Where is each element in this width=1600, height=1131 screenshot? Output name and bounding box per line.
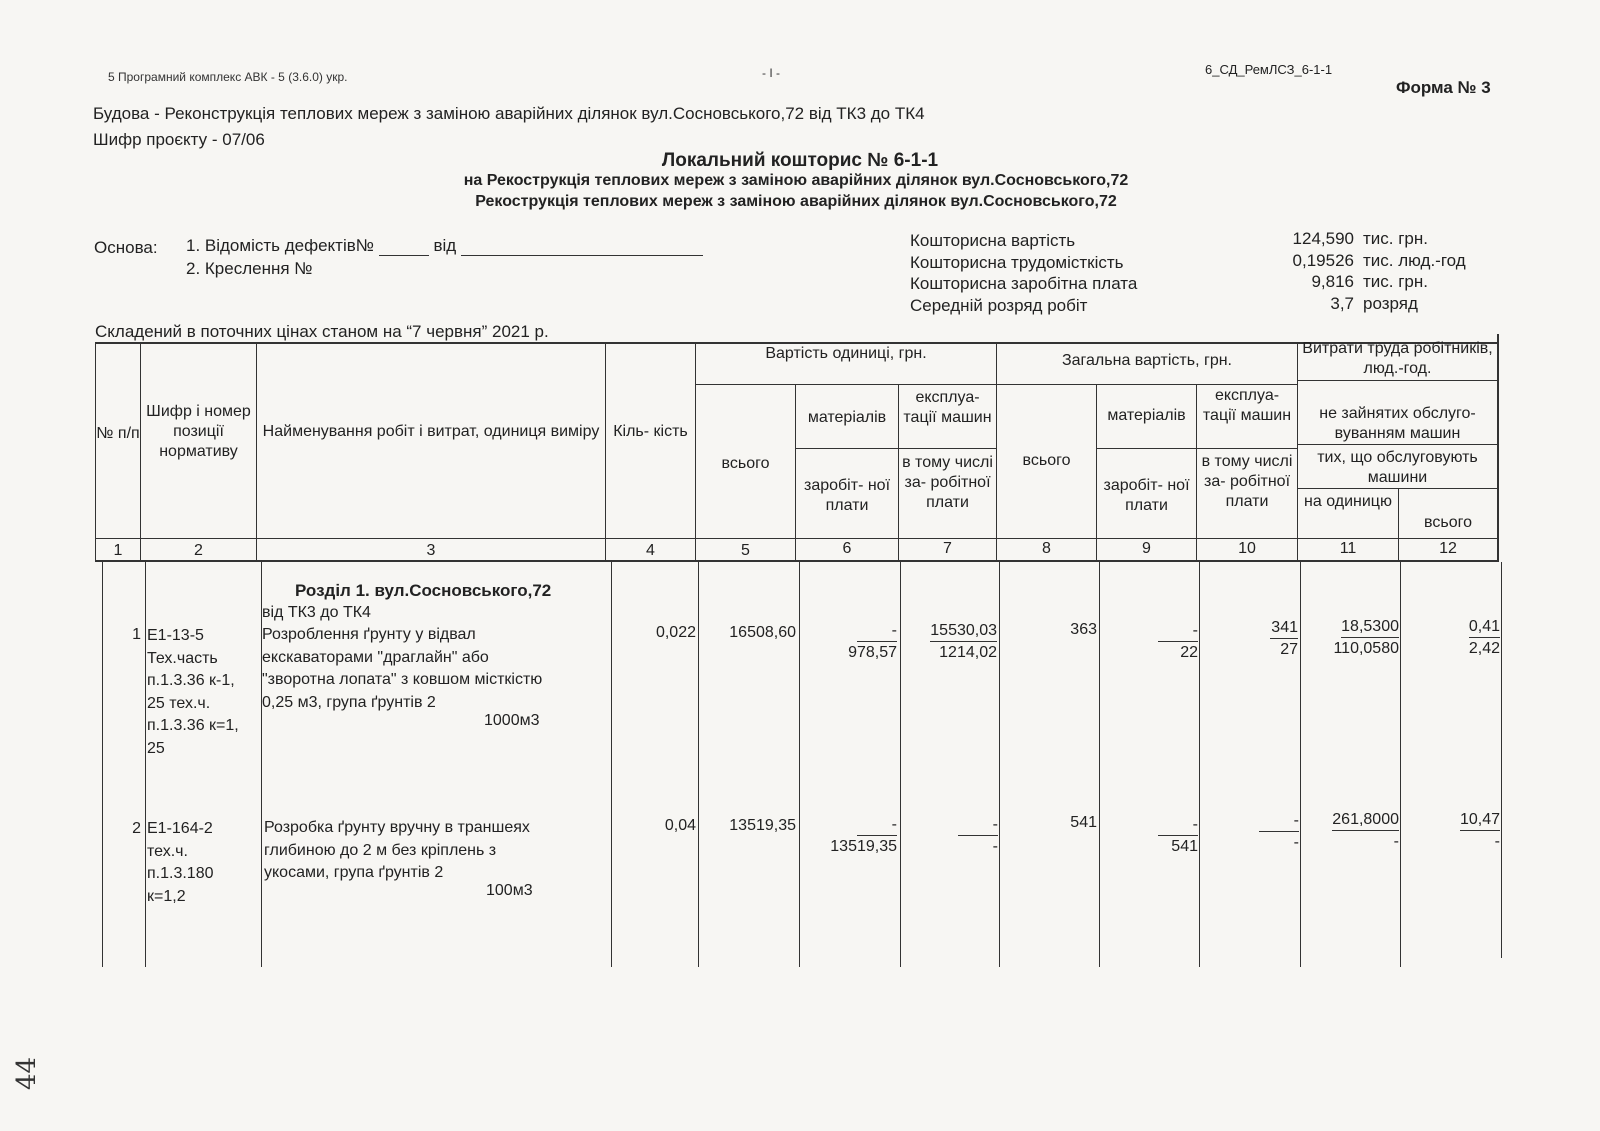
summary-value: 3,7 [1330, 293, 1354, 313]
header-labor: Витрати труда робітників, люд.-год. [1302, 340, 1493, 377]
header-name: Найменування робіт і витрат, одиниця виміру [262, 423, 600, 440]
row-unit-all: 13519,35 [729, 817, 796, 834]
form-number: Форма № 3 [1396, 78, 1491, 97]
column-number: 2 [194, 542, 203, 559]
column-number: 3 [426, 542, 436, 559]
basis-defects [186, 236, 703, 256]
row-unit: 1000м3 [484, 712, 540, 729]
document-code: 6_СД_РемЛСЗ_6-1-1 [1205, 62, 1333, 77]
row-unit-mat-value: - [857, 620, 897, 642]
column-number: 8 [1042, 540, 1051, 557]
summary-value: 9,816 [1311, 272, 1354, 291]
row-code-line: Тех.часть [147, 649, 218, 667]
row-name-line: "зворотна лопата" з ковшом місткістю [262, 671, 543, 688]
row-unit: 100м3 [486, 882, 533, 899]
header-qty: Кіль- кість [613, 423, 688, 440]
row-labor-total2-value: - [1494, 833, 1500, 850]
row-unit-mach-value: 15530,03 [930, 620, 997, 642]
page-number: - I - [762, 66, 780, 80]
summary-label: Кошторисна трудомісткість [910, 252, 1124, 272]
section-title: Розділ 1. вул.Сосновського,72 [295, 581, 552, 600]
row-unit-all: 16508,60 [729, 624, 796, 641]
row-code-line: п.1.3.180 [147, 865, 214, 882]
basis-label: Основа: [94, 238, 158, 257]
basis-drawing: 2. Креслення № [186, 259, 313, 278]
header-num: № п/п [96, 425, 140, 442]
row-code [147, 625, 239, 760]
project-code: Шифр проєкту - 07/06 [93, 130, 265, 149]
summary-values [1240, 228, 1354, 314]
row-total-materials [1100, 620, 1198, 663]
row-unit-materials [800, 814, 897, 857]
row-labor-unit-value: 261,8000 [1332, 809, 1399, 831]
row-total-machines [1200, 617, 1298, 660]
column-number: 10 [1238, 540, 1256, 557]
row-labor-total [1401, 809, 1500, 852]
row-unit-mach-value: - [958, 814, 998, 836]
header-unit-all: всього [721, 455, 770, 472]
summary-value: 0,19526 [1292, 250, 1354, 270]
header-unit-cost: Вартість одиниці, грн. [765, 345, 927, 362]
header-labor-total: всього [1424, 514, 1472, 531]
building-title: Будова - Реконструкція теплових мереж з заміною аварійних ділянок вул.Сосновського,72 від ТК3 до ТК4 [93, 104, 925, 123]
row-name-line: 0,25 м3, група ґрунтів 2 [262, 693, 436, 711]
estimate-subtitle-1: на Рекострукція теплових мереж з заміною аварійних ділянок вул.Сосновського,72 [463, 172, 1129, 189]
row-unit-wage-value: 978,57 [848, 644, 897, 661]
defects-number-field [379, 255, 429, 256]
row-name-line: укосами, група ґрунтів 2 [264, 864, 444, 881]
row-unit-materials [800, 620, 897, 663]
row-total-mach-wage-value: 27 [1280, 641, 1298, 658]
row-code-line: 25 [147, 739, 165, 757]
column-number: 12 [1439, 540, 1457, 557]
header-total-all: всього [1022, 452, 1071, 469]
header-total-materials: матеріалів [1107, 407, 1186, 424]
row-total-mat-value: - [1158, 814, 1198, 836]
row-code-line: п.1.3.36 к=1, [147, 717, 239, 734]
row-labor-total-value: 0,41 [1469, 616, 1500, 638]
row-total-wage-value: 22 [1180, 644, 1198, 661]
summary-value: 124,590 [1292, 229, 1354, 248]
row-unit-wage-value: 13519,35 [830, 838, 897, 855]
summary-label: Кошторисна заробітна плата [910, 274, 1138, 293]
row-qty: 0,022 [655, 624, 696, 641]
row-total-materials [1100, 814, 1198, 857]
section-subtitle: від ТК3 до ТК4 [262, 604, 371, 621]
column-number: 11 [1339, 540, 1357, 557]
row-number: 2 [132, 820, 141, 837]
row-name-line: Розробка ґрунту вручну в траншеях [264, 819, 530, 836]
row-labor-unit2-value: - [1393, 833, 1399, 850]
header-code: Шифр і номер позиції нормативу [146, 403, 251, 460]
row-unit-mach-wage-value: 1214,02 [939, 644, 997, 661]
row-total-wage-value: 541 [1171, 838, 1198, 855]
row-total-all: 541 [1070, 814, 1097, 831]
row-unit-machines [901, 814, 998, 857]
column-number: 7 [943, 540, 952, 557]
row-total-machines [1200, 810, 1299, 853]
basis-from-label: від [433, 236, 457, 255]
row-total-mat-value: - [1158, 620, 1198, 642]
row-total-mach-value: - [1259, 810, 1299, 832]
header-total-machines: експлуа- тації машин [1202, 387, 1292, 424]
header-total-wages: заробіт- ної плати [1103, 477, 1190, 514]
row-labor-total [1401, 616, 1500, 659]
row-name-line: Розроблення ґрунту у відвал [262, 626, 476, 643]
row-name-line: екскаваторами "драглайн" або [262, 648, 489, 666]
row-labor-total2-value: 2,42 [1468, 640, 1500, 657]
column-number: 1 [113, 542, 123, 559]
header-total-cost: Загальна вартість, грн. [1061, 352, 1232, 369]
header-unit-incl-wages: в тому числі за- робітної плати [902, 454, 993, 511]
row-code-line: 25 тех.ч. [147, 694, 211, 712]
row-total-mach-wage-value: - [1293, 834, 1299, 851]
column-number: 4 [646, 542, 655, 559]
row-code-line: Е1-164-2 [147, 820, 213, 837]
column-number: 5 [741, 542, 750, 559]
row-total-all: 363 [1070, 621, 1097, 638]
row-number: 1 [132, 626, 141, 643]
row-name [262, 624, 542, 714]
row-code-line: к=1,2 [147, 887, 186, 905]
summary-unit: тис. грн. [1363, 229, 1428, 248]
row-labor-total-value: 10,47 [1460, 809, 1500, 831]
row-code [147, 818, 214, 908]
header-unit-machines: експлуа- тації машин [903, 389, 992, 426]
summary-labels [910, 230, 1137, 316]
row-code-line: Е1-13-5 [147, 627, 204, 644]
header-labor-machines: тих, що обслуговують машини [1317, 449, 1478, 486]
summary-units [1363, 228, 1466, 314]
summary-unit: тис. грн. [1363, 272, 1428, 291]
row-unit-machines [901, 620, 997, 663]
row-code-line: тех.ч. [147, 842, 188, 860]
row-qty: 0,04 [664, 817, 696, 834]
row-name [264, 817, 530, 885]
row-unit-mat-value: - [857, 814, 897, 836]
row-labor-unit-value: 18,5300 [1341, 616, 1399, 638]
summary-unit: розряд [1363, 293, 1418, 313]
row-total-mach-value: 341 [1270, 617, 1298, 639]
header-labor-not-machines: не зайнятих обслуго- вуванням машин [1319, 405, 1476, 442]
column-number: 9 [1142, 540, 1151, 557]
header-unit-wages: заробіт- ної плати [803, 477, 891, 514]
row-unit-mach-wage-value: - [992, 838, 998, 855]
row-code-line: п.1.3.36 к-1, [147, 672, 235, 689]
basis-defects-label: 1. Відомість дефектів№ [186, 236, 374, 255]
defects-date-field [461, 255, 703, 256]
summary-label: Середній розряд робіт [910, 295, 1088, 315]
handwritten-page-number: 44 [12, 1056, 42, 1090]
software-label: 5 Програмний комплекс АВК - 5 (3.6.0) укр. [108, 70, 348, 84]
row-labor-unit2-value: 110,0580 [1333, 640, 1399, 657]
estimate-title: Локальний кошторис № 6-1-1 [661, 150, 939, 171]
header-unit-materials: матеріалів [807, 409, 887, 426]
header-total-incl-wages: в тому числі за- робітної плати [1201, 453, 1293, 510]
row-labor-unit [1301, 809, 1399, 852]
header-labor-per-unit: на одиницю [1304, 493, 1392, 510]
summary-label: Кошторисна вартість [910, 231, 1076, 250]
prices-date: Складений в поточних цінах станом на “7 червня” 2021 р. [95, 322, 549, 341]
summary-unit: тис. люд.-год [1363, 250, 1466, 270]
row-name-line: глибиною до 2 м без кріплень з [264, 841, 497, 859]
column-number: 6 [842, 540, 852, 557]
estimate-subtitle-2: Рекострукція теплових мереж з заміною аварійних ділянок вул.Сосновського,72 [475, 193, 1117, 210]
row-labor-unit [1301, 616, 1399, 659]
